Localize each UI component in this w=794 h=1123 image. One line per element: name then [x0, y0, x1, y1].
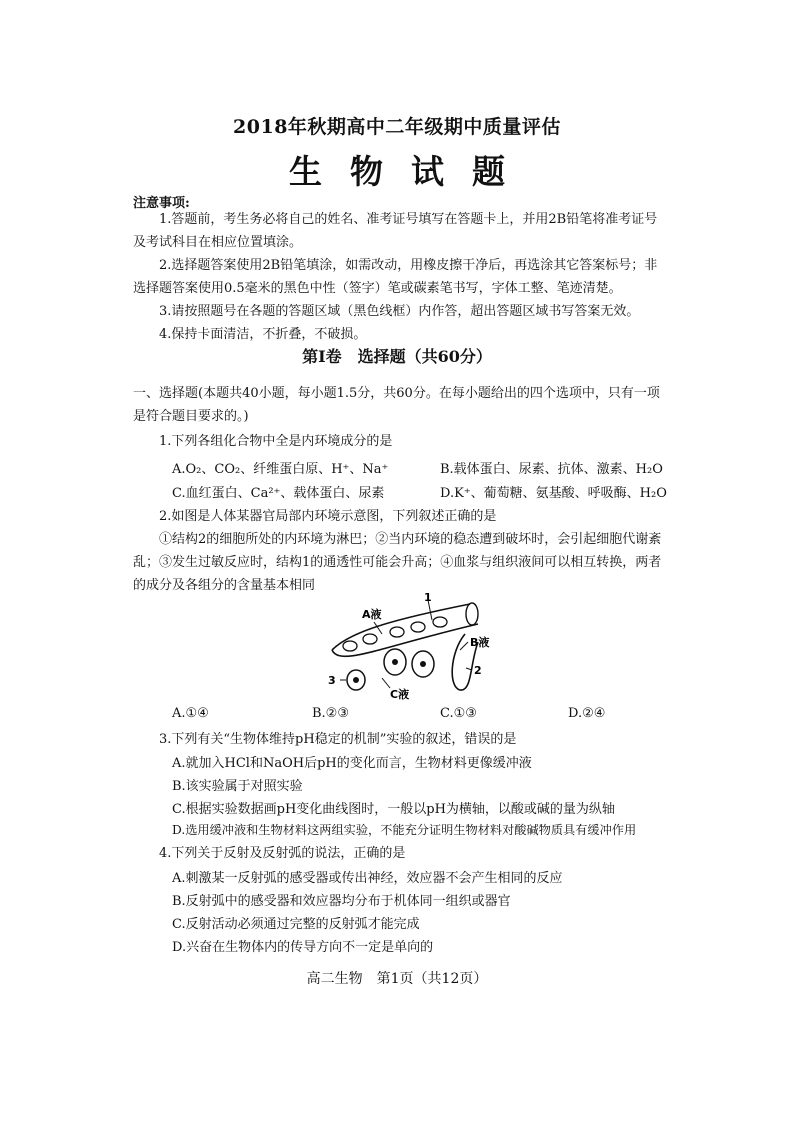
question-stem: 2.如图是人体某器官局部内环境示意图，下列叙述正确的是: [159, 509, 497, 524]
option-b[interactable]: B.载体蛋白、尿素、抗体、激素、H₂O: [440, 462, 663, 477]
question-body: ①结构2的细胞所处的内环境为淋巴；②当内环境的稳态遭到破坏时，会引起细胞代谢紊乱；③发生过敏反应时，结构1的通透性可能会升高；④血浆与组织液间可以相互转换，两者的成分及各组分的含量基本相同: [133, 532, 662, 593]
page-footer: 高二生物 第1页（共12页）: [306, 971, 488, 987]
question-4: [133, 842, 663, 865]
cell-nucleus: [420, 661, 426, 667]
capillary-end: [466, 603, 478, 625]
tissue-diagram: [320, 592, 490, 702]
option-d[interactable]: D.K⁺、葡萄糖、氨基酸、呼吸酶、H₂O: [440, 486, 667, 501]
question-stem: 3.下列有关“生物体维持pH稳定的机制”实验的叙述，错误的是: [159, 732, 517, 747]
note-item: 4.保持卡面清洁，不折叠，不破损。: [159, 327, 367, 342]
blood-cell: [390, 627, 404, 637]
label-2: 2: [474, 664, 482, 677]
option-a[interactable]: A.就加入HCl和NaOH后pH的变化而言，生物材料更像缓冲液: [172, 756, 532, 771]
instructions-text: 一、选择题(本题共40小题，每小题1.5分，共60分。在每小题给出的四个选项中，只有一项是符合题目要求的。): [133, 386, 660, 424]
option-c[interactable]: C.反射活动必须通过完整的反射弧才能完成: [172, 917, 420, 932]
option-b[interactable]: B.反射弧中的感受器和效应器均分布于机体同一组织或器官: [172, 894, 511, 909]
section-instructions: [133, 382, 663, 428]
label-a-fluid: A液: [362, 608, 382, 621]
blood-cell: [411, 622, 425, 632]
option-a[interactable]: A.刺激某一反射弧的感受器或传出神经，效应器不会产生相同的反应: [172, 871, 563, 886]
option-b[interactable]: B.②③: [312, 706, 349, 721]
note-item: 3.请按照题号在各题的答题区域（黑色线框）内作答，超出答题区域书写答案无效。: [159, 304, 640, 319]
notes-list: [133, 208, 663, 346]
blood-cell: [343, 641, 357, 651]
question-1: [133, 430, 663, 453]
notes-heading: 注意事项:: [133, 196, 190, 211]
leader-line: [374, 622, 382, 634]
option-c[interactable]: C.根据实验数据画pH变化曲线图时，一般以pH为横轴，以酸或碱的量为纵轴: [172, 802, 615, 817]
option-a[interactable]: A.O₂、CO₂、纤维蛋白原、H⁺、Na⁺: [172, 462, 389, 477]
question-2: [133, 505, 663, 597]
cell-nucleus: [392, 659, 398, 665]
question-stem: 1.下列各组化合物中全是内环境成分的是: [159, 434, 393, 449]
label-b-fluid: B液: [470, 636, 490, 649]
option-d[interactable]: D.②④: [568, 706, 606, 721]
option-c[interactable]: C.血红蛋白、Ca²⁺、载体蛋白、尿素: [172, 486, 385, 501]
question-3: [133, 728, 663, 751]
cell-nucleus: [353, 677, 359, 683]
option-a[interactable]: A.①④: [172, 706, 209, 721]
label-3: 3: [328, 674, 336, 687]
note-item: 1.答题前，考生务必将自己的姓名、准考证号填写在答题卡上，并用2B铅笔将准考证号及考试科目在相应位置填涂。: [133, 212, 658, 250]
blood-cell: [363, 634, 377, 644]
capillary-wall-upper: [332, 604, 470, 650]
label-c-fluid: C液: [390, 688, 410, 701]
leader-line: [382, 678, 390, 688]
blood-cell: [433, 617, 447, 627]
note-item: 2.选择题答案使用2B铅笔填涂，如需改动，用橡皮擦干净后，再选涂其它答案标号；非选择题答案使用0.5毫米的黑色中性（签字）笔或碳素笔书写，字体工整、笔迹清楚。: [133, 258, 658, 296]
label-1: 1: [424, 592, 432, 604]
option-d[interactable]: D.选用缓冲液和生物材料这两组实验，不能充分证明生物材料对酸碱物质具有缓冲作用: [172, 823, 637, 837]
option-d[interactable]: D.兴奋在生物体内的传导方向不一定是单向的: [172, 940, 434, 955]
section-heading: 第Ⅰ卷 选择题（共60分）: [302, 347, 492, 366]
leader-line: [460, 642, 468, 650]
option-c[interactable]: C.①③: [440, 706, 477, 721]
exam-subtitle: 2018年秋期高中二年级期中质量评估: [233, 116, 561, 138]
question-stem: 4.下列关于反射及反射弧的说法，正确的是: [159, 846, 406, 861]
option-b[interactable]: B.该实验属于对照实验: [172, 779, 303, 794]
exam-title: 生物试题: [289, 152, 533, 191]
